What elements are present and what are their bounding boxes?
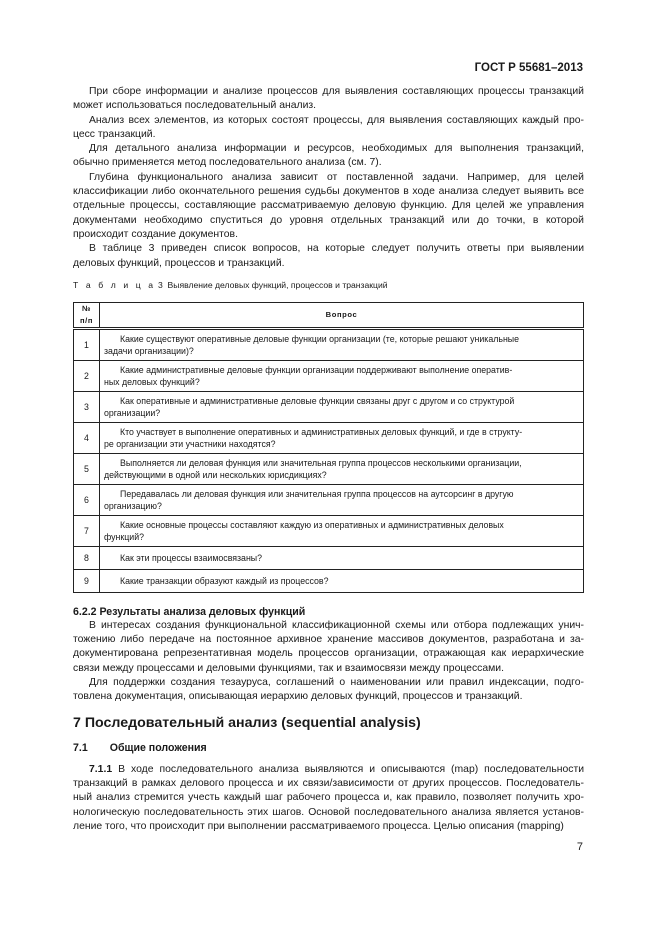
- text-line: В интересах создания функциональной классификационной схемы или отбора подлежащих унич-: [89, 619, 584, 631]
- questions-table: [73, 302, 584, 593]
- paragraph-number: 7.1.1: [89, 763, 113, 775]
- row-number: 9: [74, 569, 100, 592]
- intro-text: [73, 85, 584, 271]
- text-line: тожению либо передаче на постоянное архивное хранение массивов документов, разработана и за-: [73, 634, 584, 646]
- row-number: 7: [74, 515, 100, 546]
- section-6-2-2-text: [73, 619, 584, 705]
- text-content: В ходе последовательного анализа выявляются и описываются (map) последовательности: [118, 763, 584, 775]
- question-line: Кто участвует в выполнение оперативных и административных деловых функций, и где в структу-: [120, 426, 523, 437]
- caption-text: Выявление деловых функций, процессов и транзакций: [167, 279, 388, 290]
- text-line: нологическую последовательность этих шагов. Основой последовательного анализа является установ-: [73, 806, 584, 818]
- row-question: [100, 422, 584, 453]
- question-line: организации?: [104, 407, 161, 418]
- text-line: В таблице 3 приведен список вопросов, на которые следует получить ответы при выявлении: [89, 243, 584, 255]
- section-6-2-2-title: 6.2.2 Результаты анализа деловых функций: [73, 605, 306, 618]
- question-line: Как оперативные и административные деловые функции связаны друг с другом и со структурой: [120, 395, 515, 406]
- text-line: связи между процессами и деловыми функциями, так и взаимосвязи между процессами.: [73, 662, 504, 674]
- row-number: 5: [74, 453, 100, 484]
- row-number: 3: [74, 391, 100, 422]
- page-column: [73, 61, 584, 854]
- section-7-1-1-text: [73, 763, 584, 834]
- question-line: Выполняется ли деловая функция или значительная группа процессов несколькими организации,: [120, 457, 522, 468]
- text-line: Для поддержки создания тезауруса, соглашений о наименовании или правил индексации, подго-: [89, 677, 584, 689]
- row-question: [100, 453, 584, 484]
- text-line: Для детального анализа информации и ресурсов, необходимых для выполнения транзакций,: [89, 143, 584, 155]
- row-number: 2: [74, 360, 100, 391]
- row-question: [100, 546, 584, 569]
- text-line: [73, 763, 584, 777]
- text-line: документирована репрезентативная модель процессов организации, отражающая как иерархические: [73, 648, 584, 660]
- question-line: Какие административные деловые функции организации поддерживают выполнение оператив-: [120, 364, 513, 375]
- text-line: Анализ всех элементов, из которых состоят процессы, для выявления составляющих каждый про-: [89, 114, 584, 126]
- question-line: организацию?: [104, 500, 162, 511]
- row-question: [100, 391, 584, 422]
- text-line: классификации либо окончательного решения судьбы документов в ходе анализа следует выявить все: [73, 186, 584, 198]
- document-header: ГОСТ Р 55681–2013: [474, 62, 583, 74]
- table-row: [74, 391, 584, 422]
- text-line: ный анализ стремится учесть каждый шаг рабочего процесса и, как правило, позволяет получить хро-: [73, 792, 584, 804]
- text-line: товлена документация, описывающая иерархию деловых функций, процессов и транзакций.: [73, 691, 523, 703]
- question-line: ных деловых функций?: [104, 376, 200, 387]
- section-number: 7.1: [73, 741, 88, 754]
- question-line: Какие транзакции образуют каждый из процессов?: [120, 575, 329, 586]
- row-number: 4: [74, 422, 100, 453]
- text-line: Глубина функционального анализа зависит от поставленной задачи. Например, для целей: [89, 171, 584, 183]
- caption-number: 3: [157, 279, 163, 290]
- table-row: [74, 453, 584, 484]
- question-line: Какие основные процессы составляют каждую из оперативных и административных деловых: [120, 519, 504, 530]
- text-line: цесс транзакций.: [73, 128, 156, 140]
- text-line: документами необходимо спуститься до уровня отдельных транзакций или до точки, в которой: [73, 214, 584, 226]
- table-row: [74, 515, 584, 546]
- section-7-1-title: [73, 741, 584, 755]
- row-number: 8: [74, 546, 100, 569]
- section-heading: Общие положения: [109, 741, 207, 754]
- text-line: транзакций в рамках делового процесса и их связи/зависимости от других процессов. Последователь-: [73, 777, 584, 789]
- table-row: [74, 328, 584, 360]
- question-line: задачи организации)?: [104, 345, 194, 356]
- question-line: Передавалась ли деловая функция или значительная группа процессов на аутсорсинг в другую: [120, 488, 514, 499]
- row-question: [100, 360, 584, 391]
- row-question: [100, 484, 584, 515]
- row-question: [100, 328, 584, 360]
- table-row: [74, 360, 584, 391]
- row-number: 1: [74, 328, 100, 360]
- column-header-question: Вопрос: [100, 302, 584, 328]
- question-line: функций?: [104, 531, 145, 542]
- question-line: действующими в одной или нескольких юрисдикциях?: [104, 469, 327, 480]
- section-7-title: 7 Последовательный анализ (sequential analysis): [73, 714, 421, 731]
- text-line: При сборе информации и анализе процессов для выявления составляющих процессы транзакций: [89, 86, 584, 97]
- row-question: [100, 515, 584, 546]
- text-line: ление того, что происходит при выполнении рассматриваемого процесса. Целью описания (mapping): [73, 820, 564, 832]
- table-row: [74, 484, 584, 515]
- text-line: происходит создание документов.: [73, 228, 238, 240]
- question-line: ре организации эти участники находятся?: [104, 438, 276, 449]
- page-number: 7: [576, 841, 583, 854]
- table-row: [74, 422, 584, 453]
- caption-label: Т а б л и ц а: [73, 279, 156, 290]
- text-line: может использоваться последовательный анализ.: [73, 100, 317, 112]
- question-line: Как эти процессы взаимосвязаны?: [120, 552, 263, 563]
- row-number: 6: [74, 484, 100, 515]
- column-header-number: № п/п: [74, 302, 100, 328]
- text-line: обычно применяется метод последовательного анализа (см. 7).: [73, 157, 382, 169]
- table-row: [74, 569, 584, 592]
- question-line: Какие существуют оперативные деловые функции организации (те, которые решают уникальные: [120, 333, 520, 344]
- table-caption: [73, 279, 584, 291]
- table-row: [74, 546, 584, 569]
- text-line: отдельные процессы, составляющие рассматриваемую деловую функцию. Для целей же управления: [73, 200, 584, 212]
- text-line: деловых функций, процессов и транзакций.: [73, 257, 285, 269]
- row-question: [100, 569, 584, 592]
